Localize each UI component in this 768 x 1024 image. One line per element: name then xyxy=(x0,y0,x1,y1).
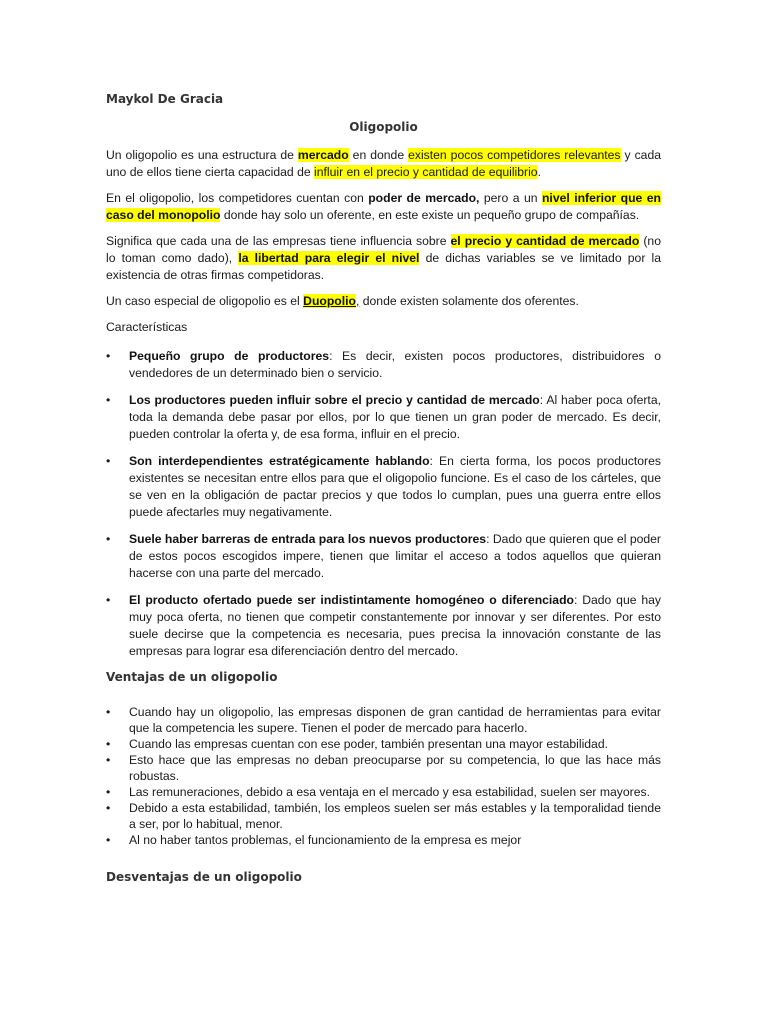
bullet-icon: • xyxy=(106,705,111,719)
advantages-heading: Ventajas de un oligopolio xyxy=(106,670,278,684)
feature-title: El producto ofertado puede ser indistintamente homogéneo o diferenciado xyxy=(129,593,574,607)
feature-title: Son interdependientes estratégicamente hablando xyxy=(129,454,430,468)
advantages-list xyxy=(106,704,661,848)
advantage-text: Las remuneraciones, debido a esa ventaja en el mercado y esa estabilidad, suelen ser mayores. xyxy=(129,785,650,799)
text-run: Un caso especial de oligopolio es el xyxy=(106,294,304,308)
bullet-icon: • xyxy=(106,349,111,363)
text-run: donde hay solo un oferente, en este existe un pequeño grupo de compañías. xyxy=(220,208,640,222)
list-item xyxy=(106,800,661,832)
advantage-text: Debido a esta estabilidad, también, los empleos suelen ser más estables y la temporalidad tiende a ser, por lo habitual, menor. xyxy=(129,801,661,831)
text-run: pero a un xyxy=(479,191,542,205)
author-name: Maykol De Gracia xyxy=(106,92,224,106)
feature-text: : Dado que hay muy poca oferta, no tienen que competir constantemente por innovar y ser diferentes. Por esto suele decirse que la competencia es necesaria, pues precisa la innovación constante de las empresas para lograr esa diferenciación dentro del mercado. xyxy=(129,593,661,658)
advantage-text: Esto hace que las empresas no deban preocuparse por su competencia, lo que las hace más robustas. xyxy=(129,753,661,783)
list-item xyxy=(106,392,661,443)
paragraph-definition xyxy=(106,147,661,181)
paragraph-duopolio xyxy=(106,293,661,310)
bullet-icon: • xyxy=(106,833,111,847)
text-run: Un oligopolio es una estructura de xyxy=(106,148,298,162)
paragraph-influence xyxy=(106,233,661,284)
list-item xyxy=(106,704,661,736)
document-content xyxy=(106,92,661,884)
highlight-libertad: la libertad para elegir el nivel xyxy=(238,251,420,265)
list-item xyxy=(106,592,661,660)
feature-text: : Dado que quieren que el poder de estos pocos escogidos impere, tienen que limitar el acceso a todos aquellos que quieran hacerse con una parte del mercado. xyxy=(129,532,661,580)
list-item xyxy=(106,832,661,848)
highlight-mercado: mercado xyxy=(297,148,349,162)
list-item xyxy=(106,348,661,382)
feature-title: Pequeño grupo de productores xyxy=(129,349,330,363)
bullet-icon: • xyxy=(106,801,111,815)
advantage-text: Cuando las empresas cuentan con ese poder, también presentan una mayor estabilidad. xyxy=(129,737,609,751)
text-run: Significa que cada una de las empresas tiene influencia sobre xyxy=(106,234,451,248)
bullet-icon: • xyxy=(106,593,111,607)
text-run: (no lo toman como dado), xyxy=(106,234,661,265)
disadvantages-heading: Desventajas de un oligopolio xyxy=(106,870,302,884)
list-item xyxy=(106,752,661,784)
advantage-text: Al no haber tantos problemas, el funcionamiento de la empresa es mejor xyxy=(129,833,522,847)
feature-title: Suele haber barreras de entrada para los nuevos productores xyxy=(129,532,487,546)
bullet-icon: • xyxy=(106,737,111,751)
bullet-icon: • xyxy=(106,753,111,767)
text-run: donde existen solamente dos oferentes. xyxy=(359,294,579,308)
paragraph-market-power xyxy=(106,190,661,224)
characteristics-list xyxy=(106,348,661,660)
list-item xyxy=(106,784,661,800)
bullet-icon: • xyxy=(106,393,111,407)
highlight-influir: influir en el precio y cantidad de equilibrio xyxy=(314,165,538,179)
text-run: en donde xyxy=(348,148,409,162)
bold-poder-de-mercado: poder de mercado, xyxy=(368,191,480,205)
bullet-icon: • xyxy=(106,532,111,546)
highlight-competidores: existen pocos competidores relevantes xyxy=(408,148,621,162)
highlight-duopolio: Duopolio xyxy=(303,294,356,308)
text-run: de dichas variables se ve limitado por la existencia de otras firmas competidoras. xyxy=(106,251,662,282)
bullet-icon: • xyxy=(106,785,111,799)
list-item xyxy=(106,531,661,582)
feature-text: : Es decir, existen pocos productores, distribuidores o vendedores de un determinado bien o servicio. xyxy=(129,349,662,380)
characteristics-label: Características xyxy=(106,320,188,334)
feature-text: : Al haber poca oferta, toda la demanda debe pasar por ellos, por lo que tienen un gran poder de mercado. Es decir, pueden controlar la oferta y, de esa forma, influir en el precio. xyxy=(129,393,661,441)
list-item xyxy=(106,453,661,521)
highlight-nivel-inferior: nivel inferior que en caso del monopolio xyxy=(106,191,661,222)
highlight-precio-cantidad: el precio y cantidad de mercado xyxy=(450,234,640,248)
text-run: . xyxy=(537,165,541,179)
text-run: En el oligopolio, los competidores cuentan con xyxy=(106,191,369,205)
feature-title: Los productores pueden influir sobre el precio y cantidad de mercado xyxy=(129,393,540,407)
text-run: , xyxy=(355,294,360,308)
list-item xyxy=(106,736,661,752)
text-run: y cada uno de ellos tiene cierta capacidad de xyxy=(106,148,662,179)
document-title: Oligopolio xyxy=(349,120,418,134)
advantage-text: Cuando hay un oligopolio, las empresas disponen de gran cantidad de herramientas para evitar que la competencia les supere. Tienen el poder de mercado para hacerlo. xyxy=(129,705,661,735)
feature-text: : En cierta forma, los pocos productores existentes se necesitan entre ellos para que el oligopolio funcione. Es el caso de los cárteles, que se ven en la obligación de pactar precios y que todos lo cumplan, pues una guerra entre ellos puede afectarles muy negativamente. xyxy=(129,454,661,519)
bullet-icon: • xyxy=(106,454,111,468)
